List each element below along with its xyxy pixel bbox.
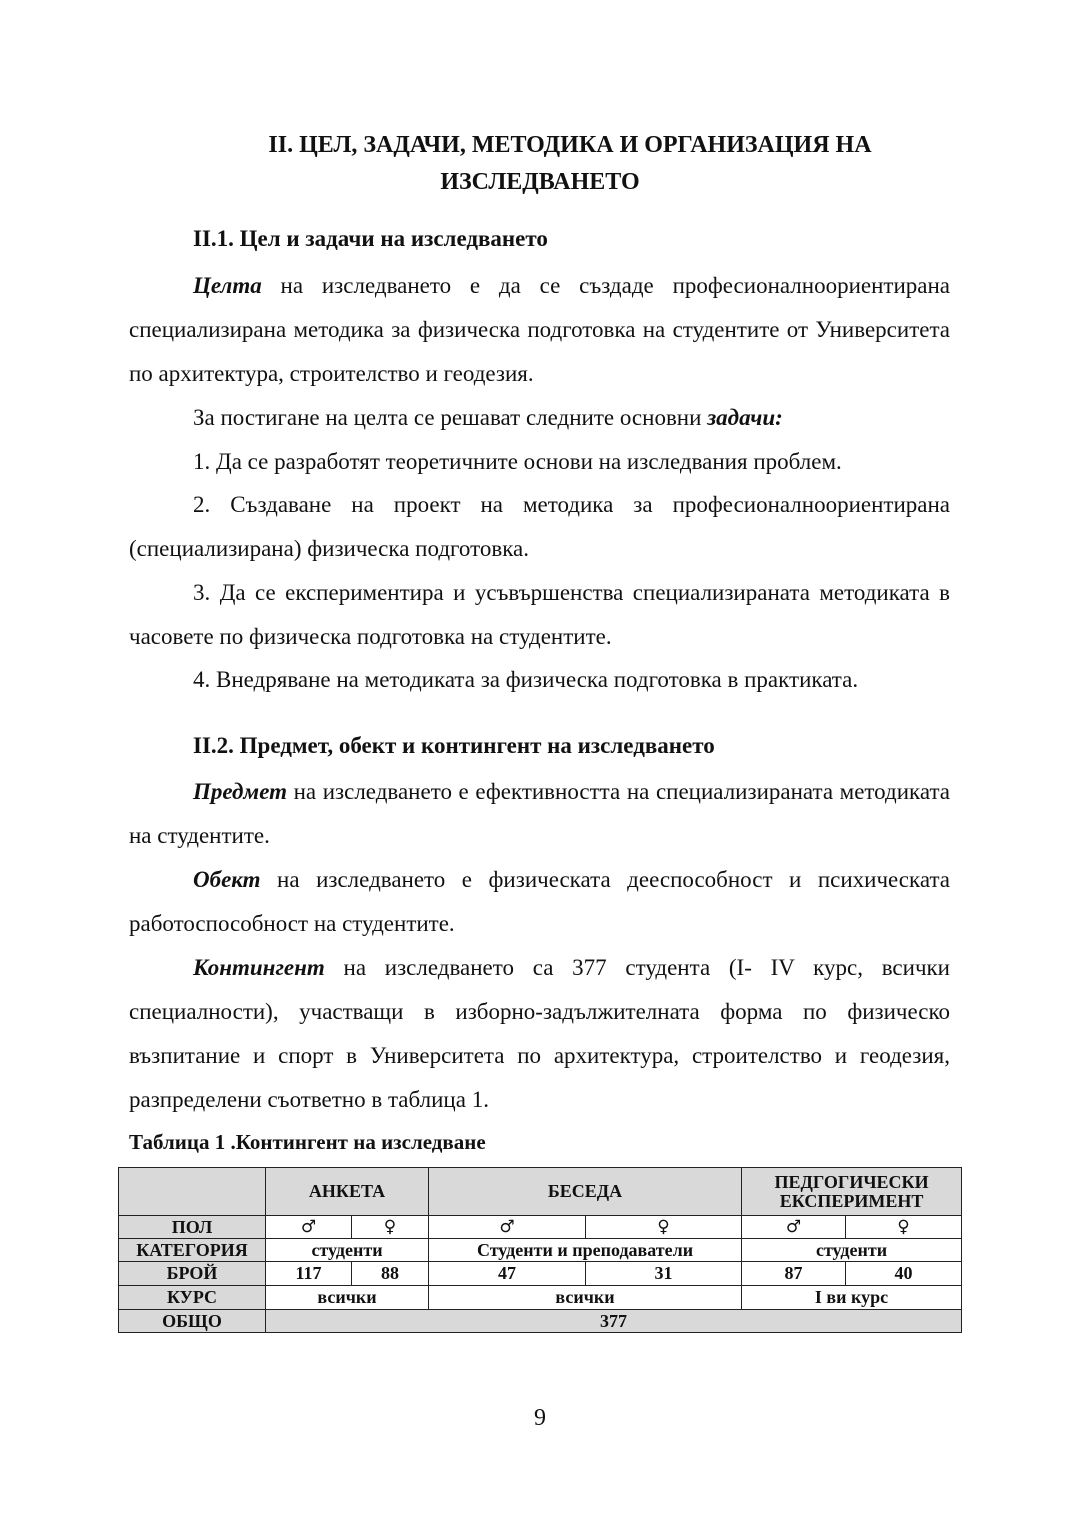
conversation-male-count: 47 [429,1262,586,1286]
goal-text: на изследването е да се създаде професионалноориентирана специализирана методика за физическа подготовка на студентите от Университета по архитектура, строителство и геодезия. [129,273,950,386]
table-row-category [119,1239,962,1262]
conversation-female-symbol: ♀ [586,1216,742,1239]
table-row-total [119,1310,962,1333]
table-caption: Таблица 1 .Контингент на изследване [129,1130,486,1154]
row-label-course: КУРС [119,1286,266,1310]
object-paragraph [129,858,950,946]
page-number: 9 [534,1405,546,1431]
goal-term: Целта [193,273,262,298]
task-2: 2. Създаване на проект на методика за професионалноориентирана (специализирана) физическа подготовка. [129,492,950,561]
experiment-course: I ви курс [742,1286,962,1310]
subject-term: Предмет [193,779,287,804]
contingent-term: Контингент [193,955,325,980]
contingent-text: на изследването са 377 студента (I- IV курс, всички специалности), участващи в изборно-задължителната форма по физическо възпитание и спорт в Университета по архитектура, строителство и геодезия, разпределени съответно в таблица 1. [129,955,950,1112]
object-text: на изследването е физическата дееспособност и психическата работоспособност на студентите. [129,867,950,936]
table-row-course [119,1286,962,1310]
tasks-term: задачи: [707,405,783,430]
survey-course: всички [266,1286,429,1310]
contingent-table [118,1167,962,1333]
header-experiment-line2: ЕКСПЕРИМЕНТ [779,1190,924,1211]
table-header-row [119,1168,962,1216]
conversation-female-count: 31 [586,1262,742,1286]
row-label-total: ОБЩО [119,1310,266,1333]
survey-female-count: 88 [352,1262,429,1286]
goal-paragraph [129,264,950,396]
tasks-intro: За постигане на целта се решават следните основни [193,405,708,430]
survey-female-symbol: ♀ [352,1216,429,1239]
experiment-male-symbol: ♂ [742,1216,846,1239]
survey-male-symbol: ♂ [266,1216,352,1239]
section-heading-2: II.2. Предмет, обект и контингент на изследването [193,733,715,758]
row-label-sex: ПОЛ [119,1216,266,1239]
experiment-male-count: 87 [742,1262,846,1286]
header-survey: АНКЕТА [266,1168,429,1216]
row-label-category: КАТЕГОРИЯ [119,1239,266,1262]
header-experiment-line1: ПЕДГОГИЧЕСКИ [774,1171,929,1192]
conversation-category: Студенти и преподаватели [429,1239,742,1262]
task-3: 3. Да се експериментира и усъвършенства специализираната методиката в часовете по физическа подготовка на студентите. [129,580,950,649]
survey-category: студенти [266,1239,429,1262]
subject-text: на изследването е ефективността на специализираната методиката на студентите. [129,779,950,848]
total-value: 377 [266,1310,962,1333]
survey-male-count: 117 [266,1262,352,1286]
table-row-sex [119,1216,962,1239]
task-4: 4. Внедряване на методиката за физическа подготовка в практиката. [193,667,859,692]
tasks-intro-paragraph [129,396,950,440]
section-heading-1: II.1. Цел и задачи на изследването [193,226,548,251]
experiment-category: студенти [742,1239,962,1262]
conversation-male-symbol: ♂ [429,1216,586,1239]
header-experiment [742,1168,962,1216]
experiment-female-symbol: ♀ [846,1216,962,1239]
task-1: 1. Да се разработят теоретичните основи на изследвания проблем. [193,449,842,474]
header-conversation: БЕСЕДА [429,1168,742,1216]
row-label-count: БРОЙ [119,1262,266,1286]
conversation-course: всички [429,1286,742,1310]
experiment-female-count: 40 [846,1262,962,1286]
object-term: Обект [193,867,261,892]
contingent-paragraph [129,946,950,1122]
subject-paragraph [129,770,950,858]
table-row-count [119,1262,962,1286]
corner-cell [119,1168,266,1216]
chapter-title-line1: II. ЦЕЛ, ЗАДАЧИ, МЕТОДИКА И ОРГАНИЗАЦИЯ НА [268,132,872,158]
chapter-title-line2: ИЗСЛЕДВАНЕТО [440,169,640,195]
chapter-title [130,127,950,201]
